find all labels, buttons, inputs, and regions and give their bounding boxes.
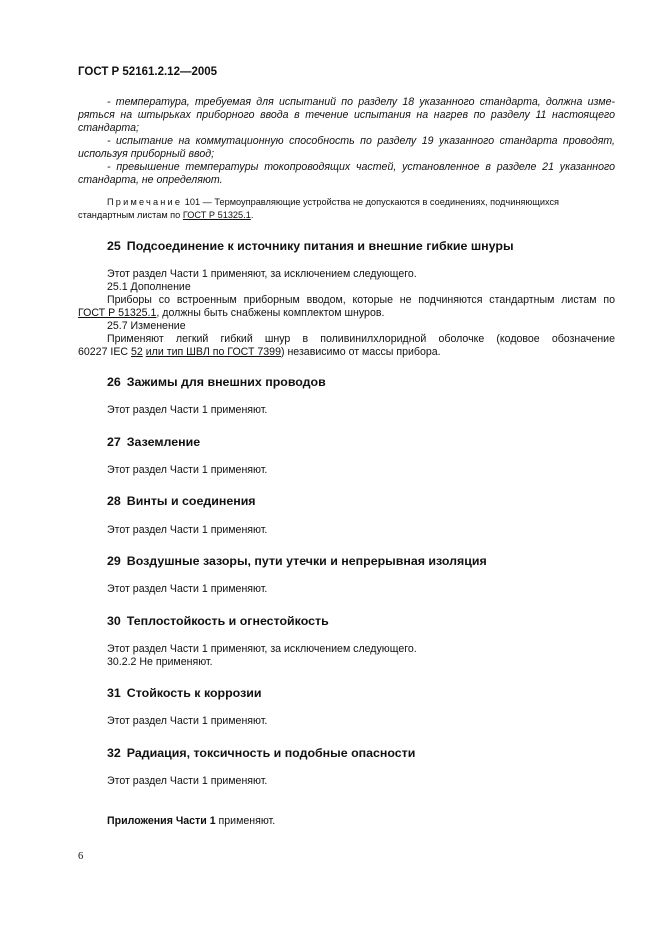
standard-link[interactable]: 52 (131, 346, 143, 358)
section-heading: 25 Подсоединение к источнику питания и внешние гибкие шнуры (107, 239, 514, 253)
bullet-text: - превышение температуры токопроводящих частей, установленное в разделе 21 указанного (107, 161, 615, 173)
subsection-label: 25.7 Изменение (107, 320, 186, 332)
bullet-text: стандарта; (78, 122, 139, 134)
section-text: Этот раздел Части 1 применяют, за исключением следующего. (107, 643, 417, 655)
bullet-text: используя приборный ввод; (78, 148, 215, 160)
section-text: Этот раздел Части 1 применяют. (107, 524, 268, 536)
section-text: Этот раздел Части 1 применяют, за исключением следующего. (107, 268, 417, 280)
section-text: 60227 IEC 52 или тип ШВЛ по ГОСТ 7399) независимо от массы прибора. (78, 346, 441, 358)
page-number: 6 (78, 851, 84, 862)
annex-statement: Приложения Части 1 применяют. (107, 815, 276, 827)
section-heading: 26 Зажимы для внешних проводов (107, 375, 326, 389)
section-heading: 29 Воздушные зазоры, пути утечки и непрерывная изоляция (107, 554, 487, 568)
subsection-label: 30.2.2 Не применяют. (107, 656, 213, 668)
document-header: ГОСТ Р 52161.2.12—2005 (78, 66, 218, 78)
standard-link[interactable]: или тип ШВЛ по ГОСТ 7399 (145, 346, 281, 358)
section-text: Этот раздел Части 1 применяют. (107, 404, 268, 416)
section-heading: 31 Стойкость к коррозии (107, 686, 262, 700)
bullet-text: - испытание на коммутационную способность по разделу 19 указанного стандарта проводят, (107, 135, 615, 147)
section-heading: 28 Винты и соединения (107, 494, 256, 508)
section-heading: 27 Заземление (107, 435, 201, 449)
note-line: стандартным листам по ГОСТ Р 51325.1. (78, 210, 254, 220)
section-text: Этот раздел Части 1 применяют. (107, 464, 268, 476)
section-text: Этот раздел Части 1 применяют. (107, 715, 268, 727)
standard-link[interactable]: ГОСТ Р 51325.1 (78, 307, 157, 319)
section-text: Этот раздел Части 1 применяют. (107, 583, 268, 595)
section-text: Применяют легкий гибкий шнур в поливинилхлоридной оболочке (кодовое обозначение (107, 333, 615, 345)
section-text: ГОСТ Р 51325.1, должны быть снабжены комплектом шнуров. (78, 307, 385, 319)
section-text: Этот раздел Части 1 применяют. (107, 775, 268, 787)
note-number: 101 (184, 197, 201, 207)
section-text: Приборы со встроенным приборным вводом, которые не подчиняются стандартным листам по (107, 294, 615, 306)
bullet-text: ряться на штырьках приборного ввода в течение испытания на нагрев по разделу 11 настоящего (78, 109, 615, 121)
section-heading: 32 Радиация, токсичность и подобные опасности (107, 746, 416, 760)
section-heading: 30 Теплостойкость и огнестойкость (107, 614, 329, 628)
standard-link[interactable]: ГОСТ Р 51325.1 (182, 210, 251, 220)
bullet-text: - температура, требуемая для испытаний по разделу 18 указанного стандарта, должна изме- (107, 96, 615, 108)
note-label: Примечание (107, 197, 183, 207)
note-line: Примечание 101 — Термоуправляющие устройства не допускаются в соединениях, подчиняющихся (107, 197, 560, 207)
bullet-text: стандарта, не определяют. (78, 174, 223, 186)
subsection-label: 25.1 Дополнение (107, 281, 191, 293)
